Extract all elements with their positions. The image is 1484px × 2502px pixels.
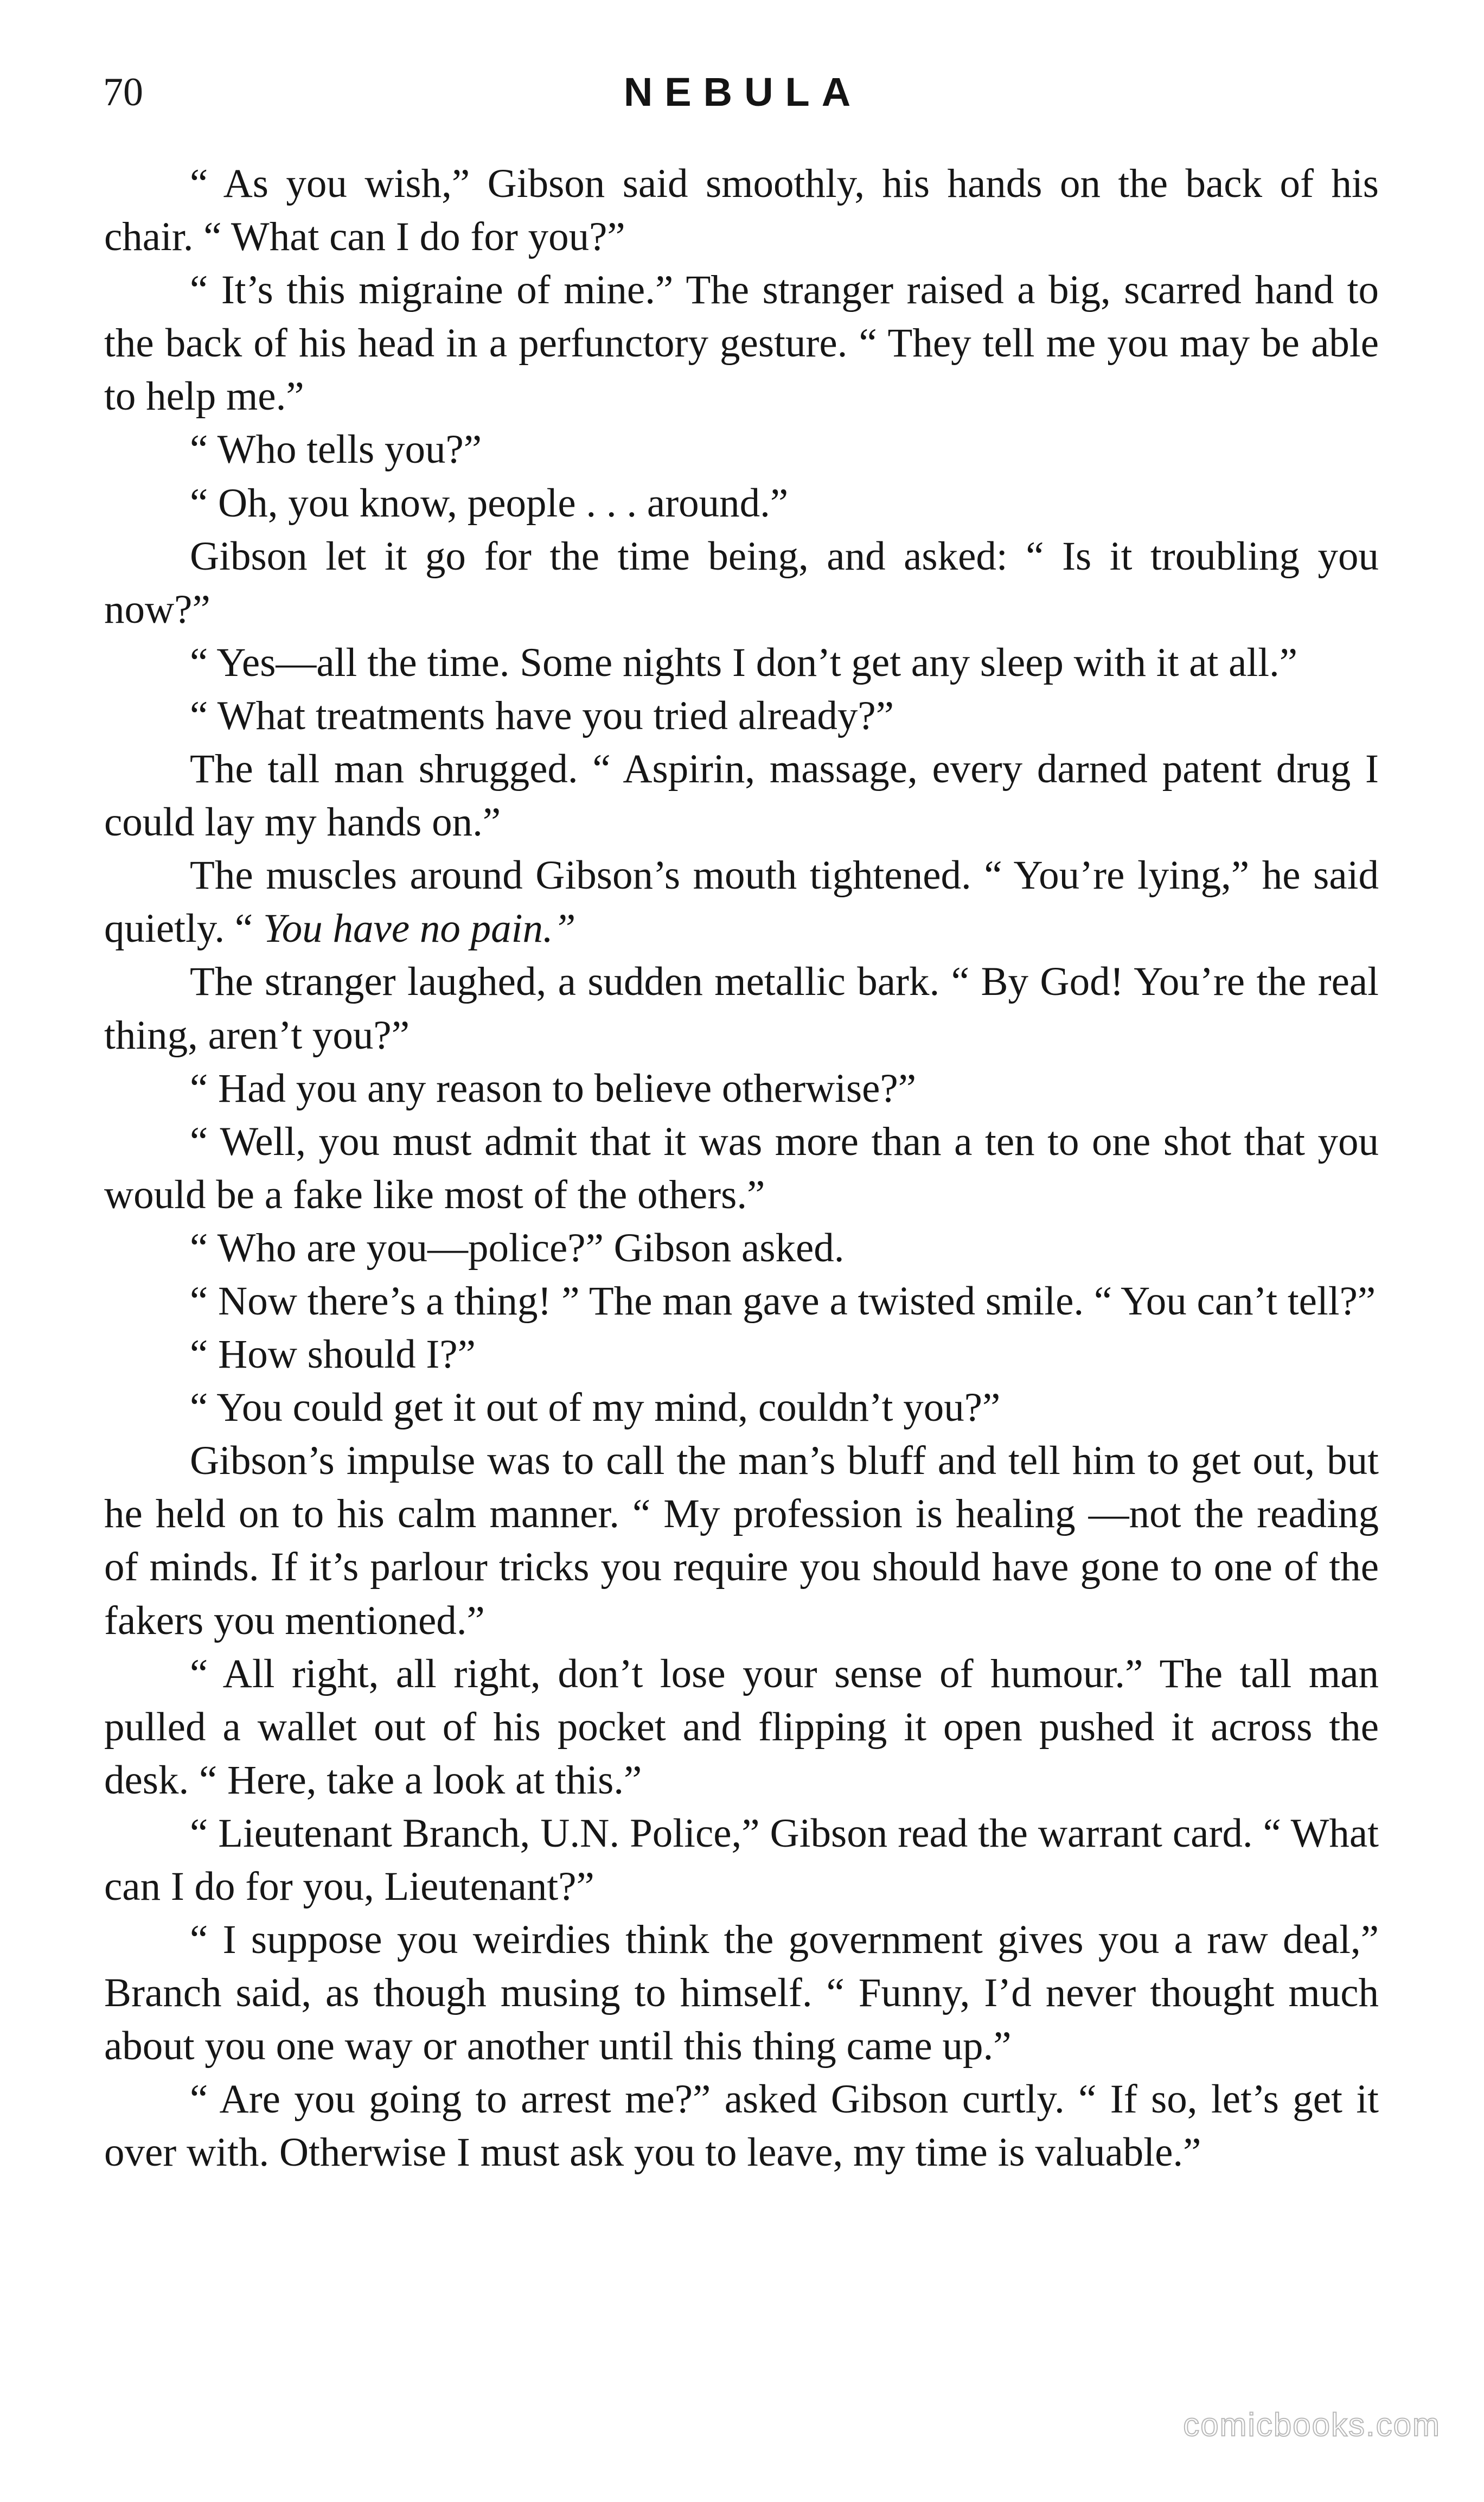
paragraph: “ Who tells you?” xyxy=(190,427,482,473)
paragraph: “ Oh, you know, people . . . around.” xyxy=(190,480,789,526)
paragraph: The tall man shrugged. “ Aspirin, massage, every darned patent drug I could lay my hands on.” xyxy=(104,746,1379,845)
paragraph: “ It’s this migraine of mine.” The stranger raised a big, scarred hand to the back of his head in a perfunctory gesture. “ They tell me you may be able to help me.” xyxy=(104,267,1379,419)
paragraph: “ You could get it out of my mind, couldn’t you?” xyxy=(190,1385,1001,1431)
paragraph: “ As you wish,” Gibson said smoothly, his hands on the back of his chair. “ What can I do for you?” xyxy=(104,161,1379,260)
page-header xyxy=(103,60,1383,125)
paragraph: “ Who are you—police?” Gibson asked. xyxy=(190,1225,845,1271)
italic-quote: You have no pain.” xyxy=(263,906,576,952)
paragraph: “ Lieutenant Branch, U.N. Police,” Gibson read the warrant card. “ What can I do for you, Lieutenant?” xyxy=(104,1810,1379,1909)
paragraph: “ Well, you must admit that it was more than a ten to one shot that you would be a fake like most of the others.” xyxy=(104,1119,1379,1217)
body-text xyxy=(104,157,1379,2180)
paragraph: Gibson let it go for the time being, and asked: “ Is it troubling you now?” xyxy=(104,533,1379,632)
paragraph: “ Yes—all the time. Some nights I don’t get any sleep with it at all.” xyxy=(190,640,1298,685)
paragraph: The stranger laughed, a sudden metallic bark. “ By God! You’re the real thing, aren’t you?” xyxy=(104,959,1379,1058)
paragraph: “ Now there’s a thing! ” The man gave a twisted smile. “ You can’t tell?” xyxy=(190,1278,1376,1324)
paragraph: “ Are you going to arrest me?” asked Gibson curtly. “ If so, let’s get it over with. Otherwise I must ask you to leave, my time is valuable.” xyxy=(104,2077,1379,2175)
paragraph: “ I suppose you weirdies think the government gives you a raw deal,” Branch said, as though musing to himself. “ Funny, I’d never thought much about you one way or another until this thing came up.” xyxy=(104,1917,1379,2069)
paragraph xyxy=(104,849,1379,955)
paragraph: “ All right, all right, don’t lose your sense of humour.” The tall man pulled a wallet out of his pocket and flipping it open pushed it across the desk. “ Here, take a look at this.” xyxy=(104,1651,1379,1803)
running-title: NEBULA xyxy=(623,69,863,114)
watermark: comicbooks.com xyxy=(1183,2407,1441,2443)
paragraph: “ How should I?” xyxy=(190,1332,476,1377)
page-number: 70 xyxy=(103,70,143,114)
paragraph: “ What treatments have you tried already?” xyxy=(190,693,894,738)
paragraph: Gibson’s impulse was to call the man’s bluff and tell him to get out, but he held on to his calm manner. “ My profession is healing —not the reading of minds. If it’s parlour tricks you require you should have gone to one of the fakers you mentioned.” xyxy=(104,1438,1379,1643)
paragraph-text: The muscles around Gibson’s mouth tightened. “ You’re lying,” he said quietly. “ xyxy=(104,853,1379,952)
paragraph: “ Had you any reason to believe otherwise?” xyxy=(190,1065,917,1111)
